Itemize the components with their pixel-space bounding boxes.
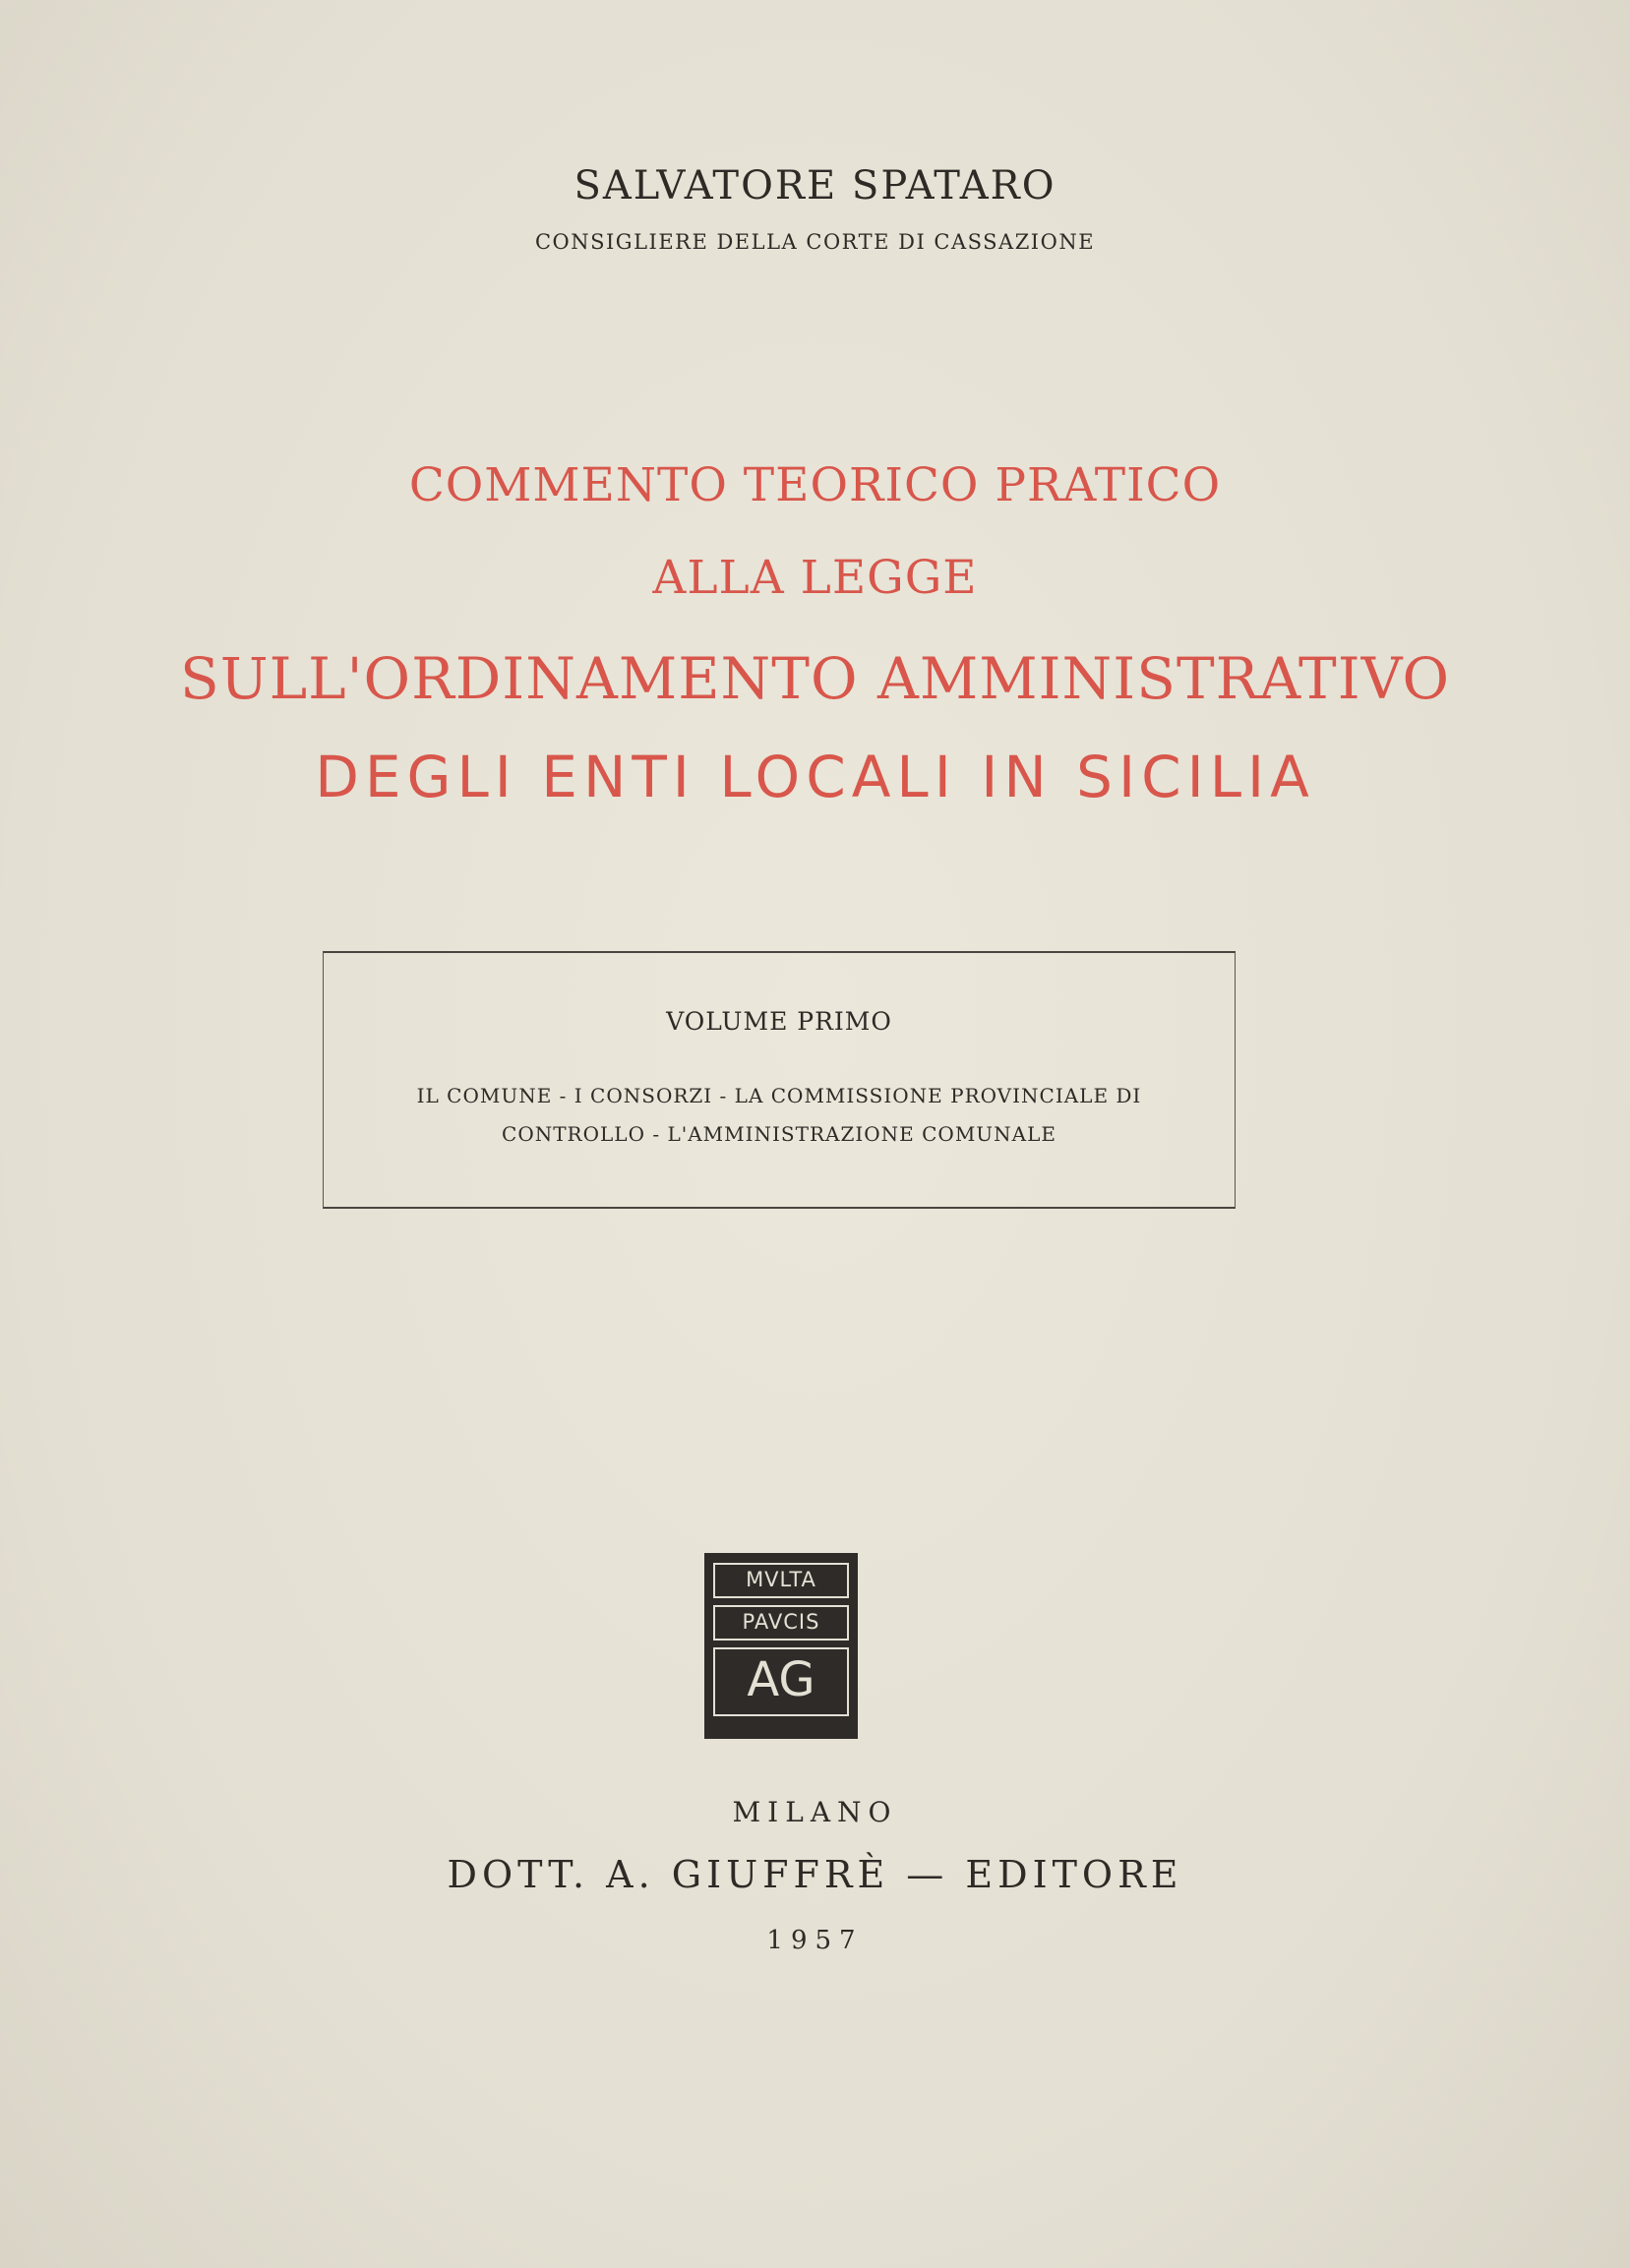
title-line-2: ALLA LEGGE [652, 551, 978, 605]
volume-label: VOLUME PRIMO [666, 1007, 892, 1036]
logo-text-paucis: PAVCIS [713, 1605, 849, 1641]
publisher-logo [704, 1553, 858, 1739]
imprint-year: 1957 [766, 1926, 864, 1955]
logo-text-ag: AG [713, 1647, 849, 1716]
imprint-publisher: DOTT. A. GIUFFRÈ — EDITORE [447, 1853, 1183, 1896]
title-line-4: DEGLI ENTI LOCALI IN SICILIA [315, 744, 1315, 810]
author-name: SALVATORE SPATARO [574, 163, 1056, 209]
logo-text-multa: MVLTA [713, 1563, 849, 1598]
title-line-3: SULL'ORDINAMENTO AMMINISTRATIVO [179, 645, 1451, 712]
imprint-city: MILANO [732, 1796, 898, 1828]
title-line-1: COMMENTO TEORICO PRATICO [408, 458, 1222, 512]
volume-box [323, 951, 1236, 1209]
volume-contents-line-2: CONTROLLO - L'AMMINISTRAZIONE COMUNALE [502, 1122, 1056, 1146]
author-role: CONSIGLIERE DELLA CORTE DI CASSAZIONE [534, 230, 1096, 254]
volume-contents-line-1: IL COMUNE - I CONSORZI - LA COMMISSIONE PROVINCIALE DI [416, 1084, 1142, 1107]
